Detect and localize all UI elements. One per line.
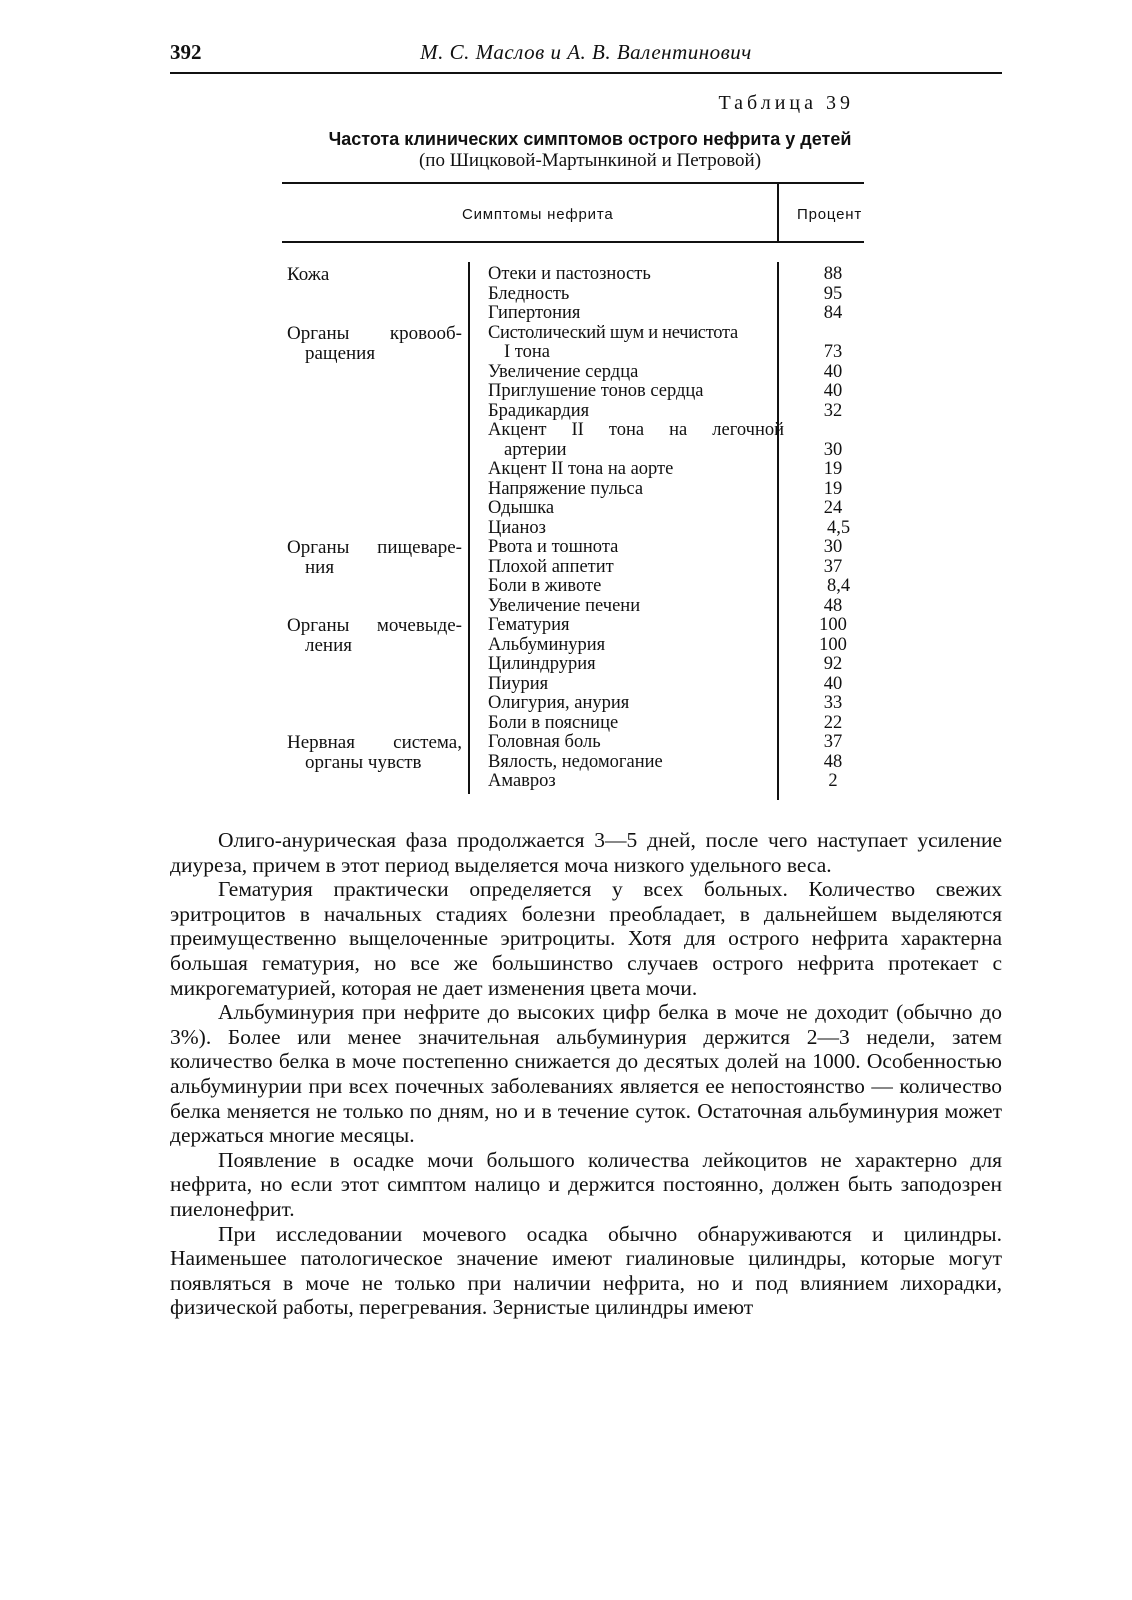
paragraph: Альбуминурия при нефрите до высоких цифр белка в моче не доходит (обычно до 3%). Более или менее значительная альбуминурия держится 2—3 недели, затем количество белка в моче постепенно снижается до десятых долей на 1000. Особенностью альбуминурии при всех почечных заболеваниях является ее непостоянство — количество белка меняется не только по дням, но и в течение суток. Остаточная альбуминурия может держаться многие месяцы. (170, 1000, 1002, 1148)
table-value: 2 (828, 771, 838, 791)
body-text (170, 828, 1002, 1320)
table-symptom: Систолический шум и нечистота (488, 322, 738, 343)
table-value: 33 (823, 693, 843, 713)
table-value: 30 (823, 439, 843, 460)
table-symptom: Гипертония (488, 303, 581, 323)
table-symptom: Боли в пояснице (488, 712, 619, 733)
table-symptom: Амавроз (488, 771, 556, 791)
table-symptom: Акцент II тона на легочной (488, 420, 784, 440)
table-symptom: Боли в животе (488, 576, 602, 596)
table-value: 73 (823, 342, 843, 362)
table-value: 37 (823, 556, 843, 577)
table-symptom: Напряжение пульса (488, 478, 644, 499)
table-title: Частота клинических симптомов острого нефрита у детей (328, 129, 852, 149)
paragraph: При исследовании мочевого осадка обычно обнаруживаются и цилиндры. Наименьшее патологическое значение имеют гиалиновые цилиндры, которые могут появляться в моче не только при наличии нефрита, но и под влиянием лихорадки, физической работы, перегревания. Зернистые цилиндры имеют (170, 1221, 1002, 1320)
table-symptom: Увеличение сердца (488, 361, 639, 382)
table-value: 8,4 (827, 576, 851, 596)
table-symptom: Пиурия (488, 673, 549, 694)
table-symptom: Увеличение печени (488, 595, 641, 616)
table-value: 40 (823, 673, 843, 694)
table-value: 100 (819, 634, 847, 655)
table-value: 100 (819, 615, 847, 635)
table-value: 92 (823, 654, 843, 674)
table-value: 88 (823, 264, 843, 284)
table-value: 24 (823, 498, 843, 518)
table-symptom: Альбуминурия (488, 634, 606, 655)
table-value: 22 (823, 712, 843, 733)
table-value: 48 (823, 751, 843, 772)
table-category: Кожа (287, 264, 330, 285)
table-column-divider-header (777, 184, 779, 241)
table-symptom: Головная боль (488, 732, 601, 752)
table-value: 37 (823, 732, 843, 752)
page-header (170, 38, 1002, 74)
table-value: 30 (823, 537, 843, 557)
column-header-symptoms: Симптомы нефрита (462, 206, 614, 223)
table-symptom-continuation: I тона (504, 342, 550, 362)
table-symptom: Акцент II тона на аорте (488, 459, 674, 479)
table-category: Органы кровооб- ращения (287, 323, 462, 364)
table-label: Таблица 39 (718, 92, 854, 114)
table-category: Органы мочевыде- ления (287, 615, 462, 656)
table-symptom: Плохой аппетит (488, 556, 614, 577)
table-symptom: Гематурия (488, 615, 570, 635)
table-category: Нервная система, органы чувств (287, 732, 462, 773)
table-symptom: Одышка (488, 498, 555, 518)
table-symptom: Цианоз (488, 517, 546, 538)
table-value: 4,5 (827, 517, 851, 538)
table-value: 95 (823, 283, 843, 304)
column-header-percent: Процент (797, 206, 862, 223)
table-symptom: Бледность (488, 283, 570, 304)
running-title: М. С. Маслов и А. В. Валентинович (420, 40, 752, 64)
table-symptom: Приглушение тонов сердца (488, 381, 704, 401)
table-category: Органы пищеваре- ния (287, 537, 462, 578)
table-symptom: Вялость, недомогание (488, 751, 663, 772)
table-value: 32 (823, 400, 843, 421)
table-symptom: Отеки и пастозность (488, 264, 651, 284)
table-value: 48 (823, 595, 843, 616)
table-symptom: Олигурия, анурия (488, 693, 630, 713)
table-header-rule (282, 241, 864, 243)
table-symptom: Брадикардия (488, 400, 590, 421)
table-value: 19 (823, 459, 843, 479)
table-symptom: Цилиндрурия (488, 654, 596, 674)
table-symptom-continuation: артерии (504, 439, 567, 460)
table-column-divider-category (468, 262, 470, 794)
table-symptom: Рвота и тошнота (488, 537, 619, 557)
paragraph: Олиго-анурическая фаза продолжается 3—5 дней, после чего наступает усиление диуреза, причем в этот период выделяется моча низкого удельного веса. (170, 828, 1002, 877)
table-value: 40 (823, 381, 843, 401)
table-subtitle: (по Шицковой-Мартынкиной и Петровой) (418, 150, 762, 171)
table-value: 40 (823, 361, 843, 382)
paragraph: Гематурия практически определяется у всех больных. Количество свежих эритроцитов в начальных стадиях болезни преобладает, в дальнейшем выделяются преимущественно выщелоченные эритроциты. Хотя для острого нефрита характерна большая гематурия, но все же большинство случаев острого нефрита протекает с микрогематурией, которая не дает изменения цвета мочи. (170, 877, 1002, 1000)
paragraph: Появление в осадке мочи большого количества лейкоцитов не характерно для нефрита, но если этот симптом налицо и держится постоянно, должен быть заподозрен пиелонефрит. (170, 1147, 1002, 1221)
table-value: 84 (823, 303, 843, 323)
page-number: 392 (170, 40, 202, 64)
table-value: 19 (823, 478, 843, 499)
